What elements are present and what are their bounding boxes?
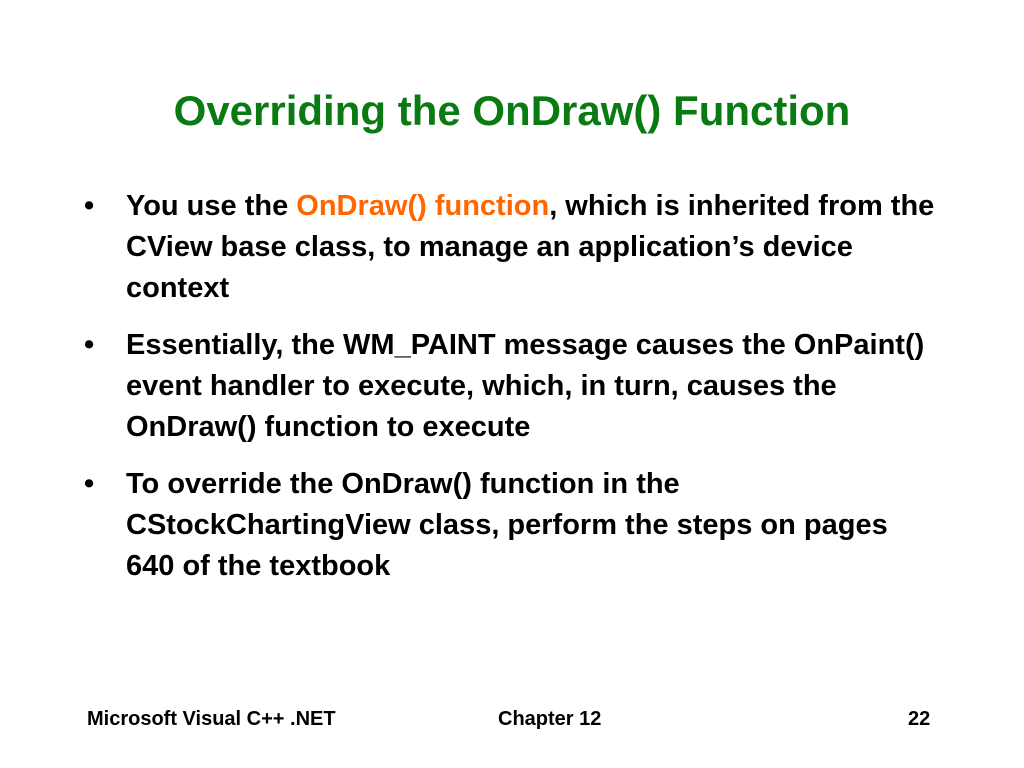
bullet-text: Essentially, the WM_PAINT message causes the OnPaint() event handler to execute, which, in turn, causes the OnDraw() function to execute (126, 329, 925, 443)
bullet-text: To override the OnDraw() function in the CStockChartingView class, perform the steps on pages 640 of the textbook (126, 468, 888, 582)
footer-chapter: Chapter 12 (498, 708, 602, 730)
slide-title: Overriding the OnDraw() Function (173, 87, 851, 134)
bullet-text-before: You use the (126, 190, 297, 222)
bullet-item (84, 325, 944, 448)
footer-page-number: 22 (908, 708, 931, 730)
bullet-icon: • (84, 190, 95, 222)
bullet-highlight: OnDraw() function (296, 190, 550, 222)
bullet-text-after: , which is inherited from the CView base class, to manage an application’s device context (126, 190, 935, 304)
bullet-item (84, 464, 944, 587)
bullet-list (84, 186, 944, 603)
bullet-icon: • (84, 329, 95, 361)
footer-course-title: Microsoft Visual C++ .NET (87, 708, 336, 730)
bullet-item (84, 186, 944, 309)
bullet-icon: • (84, 468, 95, 500)
